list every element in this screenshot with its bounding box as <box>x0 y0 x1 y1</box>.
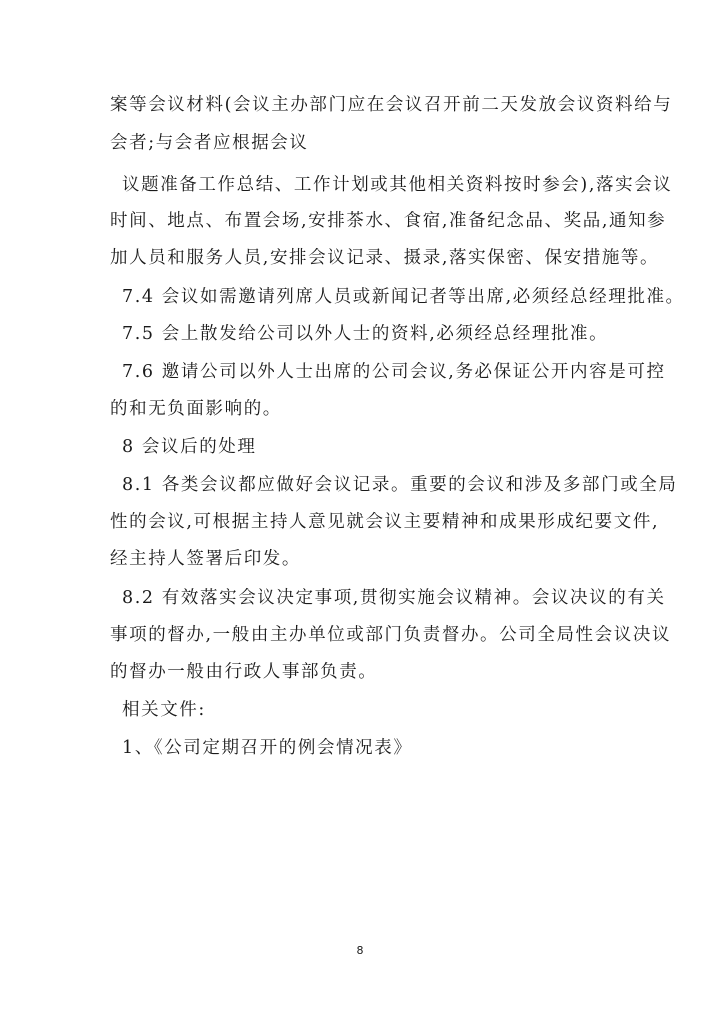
section-heading-8: 8 会议后的处理 <box>122 437 257 457</box>
text-line: 会者;与会者应根据会议 <box>110 133 309 153</box>
text-line: 经主持人签署后印发。 <box>110 549 301 569</box>
section-7-5: 7.5 会上散发给公司以外人士的资料,必须经总经理批准。 <box>122 324 609 344</box>
text-line: 的督办一般由行政人事部负责。 <box>110 662 378 682</box>
section-8-1: 8.1 各类会议都应做好会议记录。重要的会议和涉及多部门或全局 <box>122 475 678 495</box>
page-number: 8 <box>356 944 364 957</box>
text-line: 加人员和服务人员,安排会议记录、摄录,落实保密、保安措施等。 <box>110 248 660 268</box>
text-line: 案等会议材料(会议主办部门应在会议召开前二天发放会议资料给与 <box>110 95 673 115</box>
text-line: 议题准备工作总结、工作计划或其他相关资料按时参会),落实会议 <box>122 175 673 195</box>
section-8-2: 8.2 有效落实会议决定事项,贯彻实施会议精神。会议决议的有关 <box>122 588 666 608</box>
text-line: 性的会议,可根据主持人意见就会议主要精神和成果形成纪要文件, <box>110 512 660 532</box>
related-file-item: 1、《公司定期召开的例会情况表》 <box>122 738 413 758</box>
text-line: 时间、地点、布置会场,安排茶水、食宿,准备纪念品、奖品,通知参 <box>110 211 667 231</box>
text-line: 的和无负面影响的。 <box>110 399 282 419</box>
section-7-6: 7.6 邀请公司以外人士出席的公司会议,务必保证公开内容是可控 <box>122 362 666 382</box>
section-7-4: 7.4 会议如需邀请列席人员或新闻记者等出席,必须经总经理批准。 <box>122 287 685 307</box>
text-line: 事项的督办,一般由主办单位或部门负责督办。公司全局性会议决议 <box>110 625 672 645</box>
related-files-label: 相关文件: <box>122 700 206 720</box>
